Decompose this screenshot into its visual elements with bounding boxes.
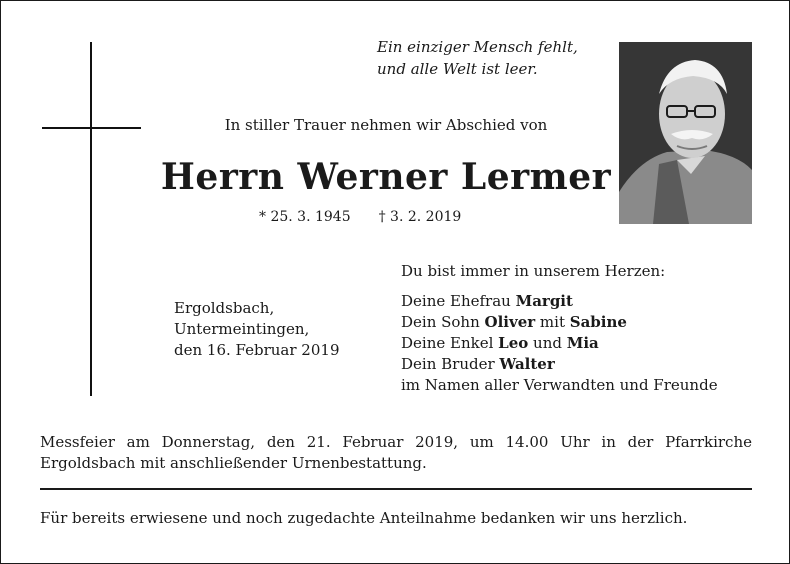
place-and-date (174, 298, 339, 361)
son-prefix: Dein Sohn (401, 313, 485, 331)
brother-prefix: Dein Bruder (401, 355, 500, 373)
place-line-3: den 16. Februar 2019 (174, 341, 340, 359)
thanks-line: Für bereits erwiesene und noch zugedachte Anteilnahme bedanken wir uns herzlich. (40, 509, 688, 527)
quote-line-2: und alle Welt ist leer. (377, 60, 538, 78)
son-name: Oliver (484, 313, 536, 331)
cross-icon (90, 42, 92, 396)
brother-name: Walter (499, 355, 555, 373)
heart-line: Du bist immer in unserem Herzen: (401, 262, 666, 280)
grandchildren-connector: und (528, 334, 567, 352)
place-line-1: Ergoldsbach, (174, 299, 275, 317)
birth-date: * 25. 3. 1945 (259, 209, 351, 225)
deceased-name: Herrn Werner Lermer (160, 156, 612, 198)
intro-line: In stiller Trauer nehmen wir Abschied von (224, 116, 548, 134)
mourners-list (401, 291, 718, 396)
wife-name: Margit (515, 292, 573, 310)
life-dates (259, 209, 461, 225)
divider (40, 488, 752, 490)
death-date: † 3. 2. 2019 (378, 209, 462, 225)
grandchildren-prefix: Deine Enkel (401, 334, 499, 352)
service-info: Messfeier am Donnerstag, den 21. Februar 2019, um 14.00 Uhr in der Pfarrkirche Ergoldsbach mit anschließender Urnenbestattung. (40, 433, 752, 472)
quote-line-1: Ein einziger Mensch fehlt, (377, 38, 578, 56)
son-connector: mit (535, 313, 570, 331)
grandchild-name-2: Mia (566, 334, 599, 352)
grandchild-name-1: Leo (498, 334, 529, 352)
place-line-2: Untermeintingen, (174, 320, 310, 338)
quote (377, 36, 578, 80)
son-partner-name: Sabine (569, 313, 627, 331)
closing-line: im Namen aller Verwandten und Freunde (401, 376, 718, 394)
wife-prefix: Deine Ehefrau (401, 292, 516, 310)
